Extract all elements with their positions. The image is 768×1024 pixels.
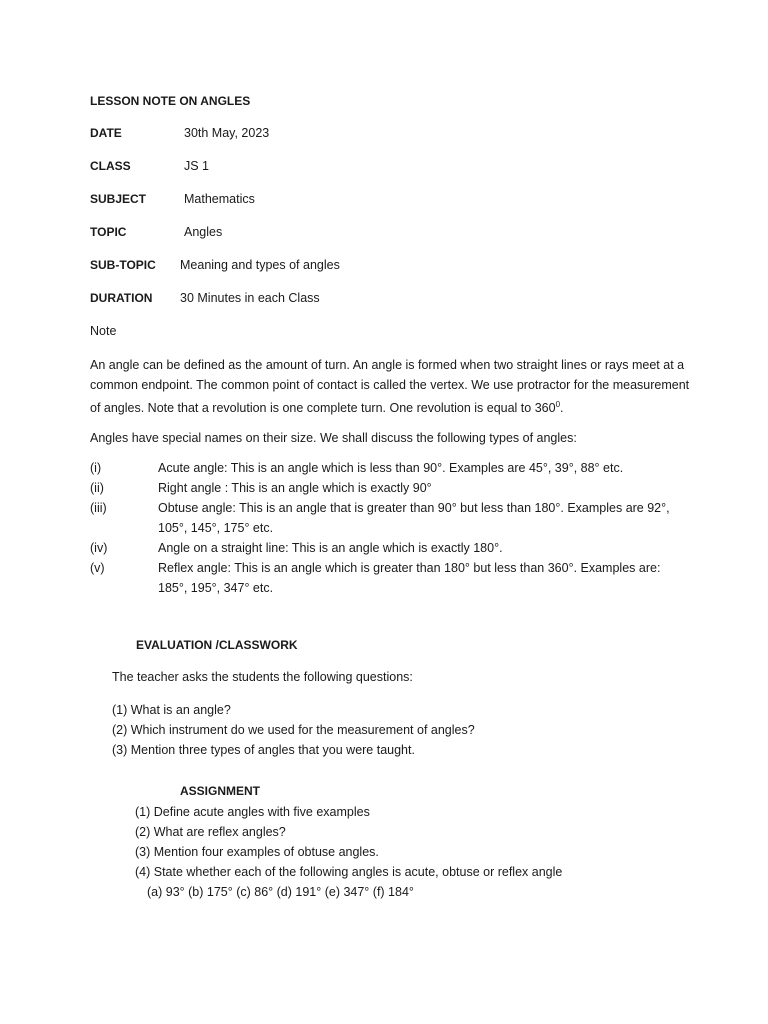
meta-key: CLASS bbox=[90, 159, 131, 173]
meta-key: SUB-TOPIC bbox=[90, 258, 156, 272]
meta-row-class bbox=[90, 157, 690, 190]
assignment-list bbox=[135, 802, 690, 902]
meta-row-subtopic bbox=[90, 256, 690, 289]
item-text: Angle on a straight line: This is an angle which is exactly 180°. bbox=[158, 541, 503, 556]
assignment-item: (3) Mention four examples of obtuse angles. bbox=[135, 845, 379, 860]
meta-key: TOPIC bbox=[90, 225, 127, 239]
intro-text: An angle can be defined as the amount of turn. An angle is formed when two straight lines or rays meet at a common endpoint. The common point of contact is called the vertex. We use protractor for the measurement of angles. Note that a revolution is one complete turn. One revolution is equal to 360 bbox=[90, 358, 690, 416]
assignment-sub-item: (a) 93° (b) 175° (c) 86° (d) 191° (e) 347° (f) 184° bbox=[147, 885, 414, 900]
item-number: (iii) bbox=[90, 501, 107, 516]
meta-key: DURATION bbox=[90, 291, 153, 305]
item-number: (iv) bbox=[90, 541, 108, 556]
meta-row-topic bbox=[90, 223, 690, 256]
meta-row-duration bbox=[90, 289, 690, 322]
note-label: Note bbox=[90, 324, 117, 338]
types-intro: Angles have special names on their size. We shall discuss the following types of angles: bbox=[90, 431, 577, 446]
assignment-heading: ASSIGNMENT bbox=[180, 784, 261, 799]
angle-types-list bbox=[90, 458, 690, 598]
list-item bbox=[90, 458, 690, 478]
question-item: (3) Mention three types of angles that you were taught. bbox=[112, 743, 415, 758]
item-number: (i) bbox=[90, 461, 102, 476]
meta-key: DATE bbox=[90, 126, 122, 140]
meta-row-date bbox=[90, 124, 690, 157]
question-item: (2) Which instrument do we used for the measurement of angles? bbox=[112, 723, 475, 738]
meta-value: JS 1 bbox=[184, 159, 210, 173]
meta-value: Angles bbox=[184, 225, 223, 239]
evaluation-heading: EVALUATION /CLASSWORK bbox=[136, 638, 298, 653]
list-item bbox=[90, 498, 690, 538]
degree-mark: 0 bbox=[555, 400, 561, 409]
meta-value: 30th May, 2023 bbox=[184, 126, 270, 140]
intro-paragraph bbox=[90, 355, 690, 418]
meta-key: SUBJECT bbox=[90, 192, 147, 206]
question-item: (1) What is an angle? bbox=[112, 703, 231, 718]
meta-value: Mathematics bbox=[184, 192, 255, 206]
assignment-item: (4) State whether each of the following angles is acute, obtuse or reflex angle bbox=[135, 865, 563, 880]
evaluation-intro: The teacher asks the students the following questions: bbox=[112, 670, 413, 685]
item-text: Acute angle: This is an angle which is less than 90°. Examples are 45°, 39°, 88° etc. bbox=[158, 461, 624, 476]
document-title: LESSON NOTE ON ANGLES bbox=[90, 94, 251, 108]
intro-end: . bbox=[560, 401, 564, 416]
lesson-document bbox=[90, 92, 690, 902]
list-item bbox=[90, 538, 690, 558]
meta-value: 30 Minutes in each Class bbox=[180, 291, 320, 305]
meta-row-subject bbox=[90, 190, 690, 223]
item-text: Right angle : This is an angle which is exactly 90° bbox=[158, 481, 432, 496]
item-number: (ii) bbox=[90, 481, 104, 496]
meta-table bbox=[90, 124, 690, 322]
meta-value: Meaning and types of angles bbox=[180, 258, 340, 272]
assignment-item: (1) Define acute angles with five examples bbox=[135, 805, 370, 820]
item-text: Obtuse angle: This is an angle that is greater than 90° but less than 180°. Examples are 92°, 105°, 145°, 175° etc. bbox=[158, 501, 670, 536]
evaluation-questions bbox=[112, 700, 690, 760]
list-item bbox=[90, 478, 690, 498]
item-text: Reflex angle: This is an angle which is greater than 180° but less than 360°. Examples are: 185°, 195°, 347° etc. bbox=[158, 561, 661, 596]
list-item bbox=[90, 558, 690, 598]
assignment-item: (2) What are reflex angles? bbox=[135, 825, 286, 840]
item-number: (v) bbox=[90, 561, 105, 576]
